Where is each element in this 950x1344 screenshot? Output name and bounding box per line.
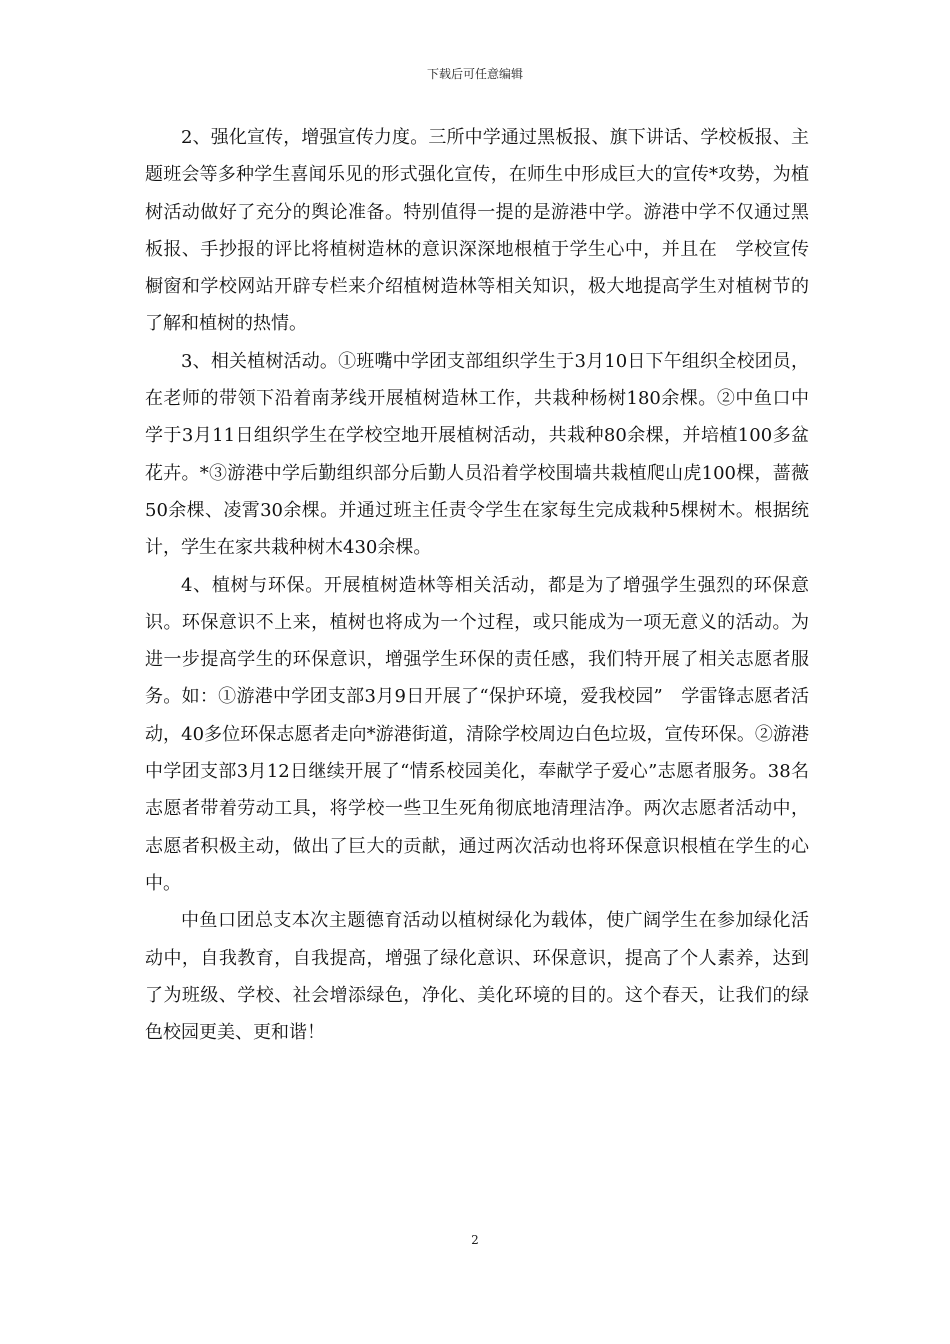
paragraph-publicity: 2、强化宣传，增强宣传力度。三所中学通过黑板报、旗下讲话、学校板报、主题班会等多种学生喜闻乐见的形式强化宣传，在师生中形成巨大的宣传*攻势，为植树活动做好了充分的舆论准备。特别值得一提的是游港中学。游港中学不仅通过黑板报、手抄报的评比将植树造林的意识深深地根植于学生心中，并且在 学校宣传橱窗和学校网站开辟专栏来介绍植树造林等相关知识，极大地提高学生对植树节的了解和植树的热情。 bbox=[145, 127, 809, 335]
paragraph-conclusion: 中鱼口团总支本次主题德育活动以植树绿化为载体，使广阔学生在参加绿化活动中，自我教育，自我提高，增强了绿化意识、环保意识，提高了个人素养，达到了为班级、学校、社会增添绿色，净化、美化环境的目的。这个春天，让我们的绿色校园更美、更和谐！ bbox=[145, 910, 809, 1044]
page-header: 下载后可任意编辑 bbox=[426, 67, 523, 81]
document-body bbox=[145, 119, 809, 1051]
paragraph-environmental-protection: 4、植树与环保。开展植树造林等相关活动，都是为了增强学生强烈的环保意识。环保意识不上来，植树也将成为一个过程，或只能成为一项无意义的活动。为进一步提高学生的环保意识，增强学生环保的责任感，我们特开展了相关志愿者服务。如：①游港中学团支部3月9日开展了“保护环境，爱我校园” 学雷锋志愿者活动，40多位环保志愿者走向*游港街道，清除学校周边白色垃圾，宣传环保。②游港中学团支部3月12日继续开展了“情系校园美化，奉献学子爱心”志愿者服务。38名志愿者带着劳动工具，将学校一些卫生死角彻底地清理洁净。两次志愿者活动中，志愿者积极主动，做出了巨大的贡献，通过两次活动也将环保意识根植在学生的心中。 bbox=[145, 574, 809, 894]
paragraph-planting-activities: 3、相关植树活动。①班嘴中学团支部组织学生于3月10日下午组织全校团员，在老师的带领下沿着南茅线开展植树造林工作，共栽种杨树180余棵。②中鱼口中学于3月11日组织学生在学校空地开展植树活动，共栽种80余棵，并培植100多盆花卉。*③游港中学后勤组织部分后勤人员沿着学校围墙共栽植爬山虎100棵，蔷薇50余棵、凌霄30余棵。并通过班主任责令学生在家每生完成栽种5棵树木。根据统计，学生在家共栽种树木430余棵。 bbox=[145, 350, 809, 559]
page-number: 2 bbox=[471, 1233, 479, 1247]
